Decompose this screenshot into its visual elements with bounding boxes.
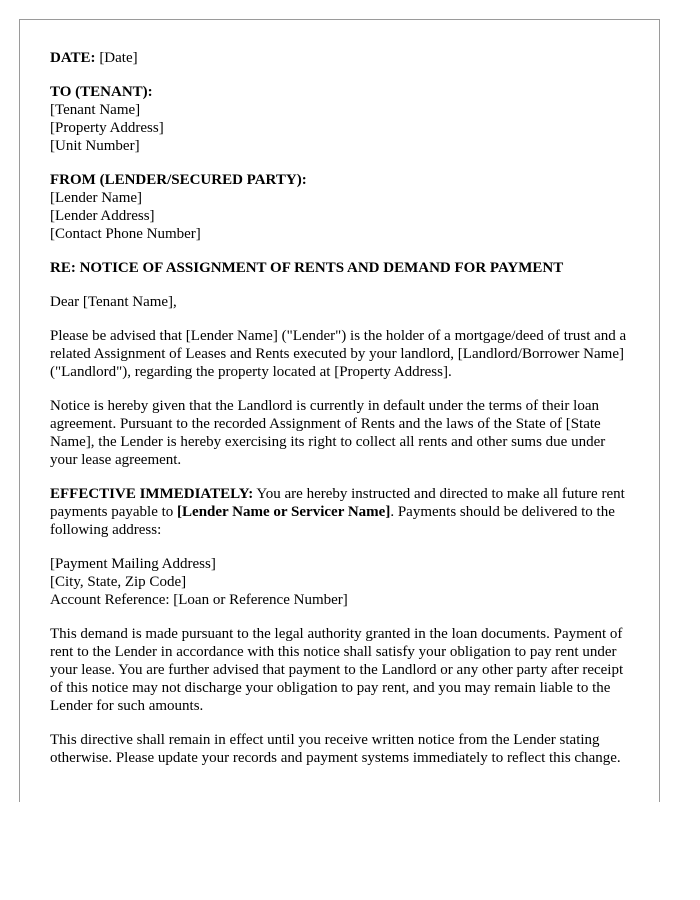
paragraph-2: Notice is hereby given that the Landlord is currently in default under the terms of their loan agreement. Pursuant to the recorded Assignment of Rents and the laws of the State of [State Name], the Lender is hereby exercising its right to collect all rents and other sums due under your lease agreement. bbox=[50, 398, 606, 468]
lender-name: [Lender Name] bbox=[50, 190, 143, 206]
from-label: FROM (LENDER/SECURED PARTY): bbox=[50, 172, 307, 188]
property-address: [Property Address] bbox=[50, 120, 164, 136]
paragraph-5: This directive shall remain in effect until you receive written notice from the Lender stating otherwise. Please update your records and payment systems immediately to reflect this change. bbox=[50, 732, 621, 766]
city-state-zip: [City, State, Zip Code] bbox=[50, 574, 187, 590]
document-page bbox=[19, 19, 660, 802]
account-reference: Account Reference: [Loan or Reference Number] bbox=[50, 592, 348, 608]
re-line: RE: NOTICE OF ASSIGNMENT OF RENTS AND DEMAND FOR PAYMENT bbox=[50, 260, 564, 276]
paragraph-4: This demand is made pursuant to the legal authority granted in the loan documents. Payment of rent to the Lender in accordance with this notice shall satisfy your obligation to pay rent under your lease. You are further advised that payment to the Landlord or any other party after receipt of this notice may not discharge your obligation to pay rent, and you may remain liable to the Lender for such amounts. bbox=[50, 626, 624, 714]
date-label: DATE: bbox=[50, 50, 96, 66]
date-line bbox=[50, 49, 635, 67]
to-section bbox=[50, 83, 635, 155]
contact-phone: [Contact Phone Number] bbox=[50, 226, 201, 242]
effective-immediately-label: EFFECTIVE IMMEDIATELY: bbox=[50, 486, 254, 502]
to-label: TO (TENANT): bbox=[50, 84, 153, 100]
lender-address: [Lender Address] bbox=[50, 208, 155, 224]
salutation: Dear [Tenant Name], bbox=[50, 294, 177, 310]
payee-name: [Lender Name or Servicer Name] bbox=[177, 504, 391, 520]
paragraph-3 bbox=[50, 485, 635, 539]
document-content bbox=[50, 49, 635, 783]
tenant-name: [Tenant Name] bbox=[50, 102, 141, 118]
paragraph-1: Please be advised that [Lender Name] ("Lender") is the holder of a mortgage/deed of trust and a related Assignment of Leases and Rents executed by your landlord, [Landlord/Borrower Name] ("Landlord"), regarding the property located at [Property Address]. bbox=[50, 328, 627, 380]
paragraph-3-part-2: . Payments should be delivered to the following address: bbox=[50, 504, 615, 538]
payment-address bbox=[50, 555, 635, 609]
unit-number: [Unit Number] bbox=[50, 138, 140, 154]
date-value: [Date] bbox=[95, 50, 138, 66]
paragraph-3-part-1: You are hereby instructed and directed to make all future rent payments payable to bbox=[50, 486, 625, 520]
from-section bbox=[50, 171, 635, 243]
payment-mailing-address: [Payment Mailing Address] bbox=[50, 556, 216, 572]
